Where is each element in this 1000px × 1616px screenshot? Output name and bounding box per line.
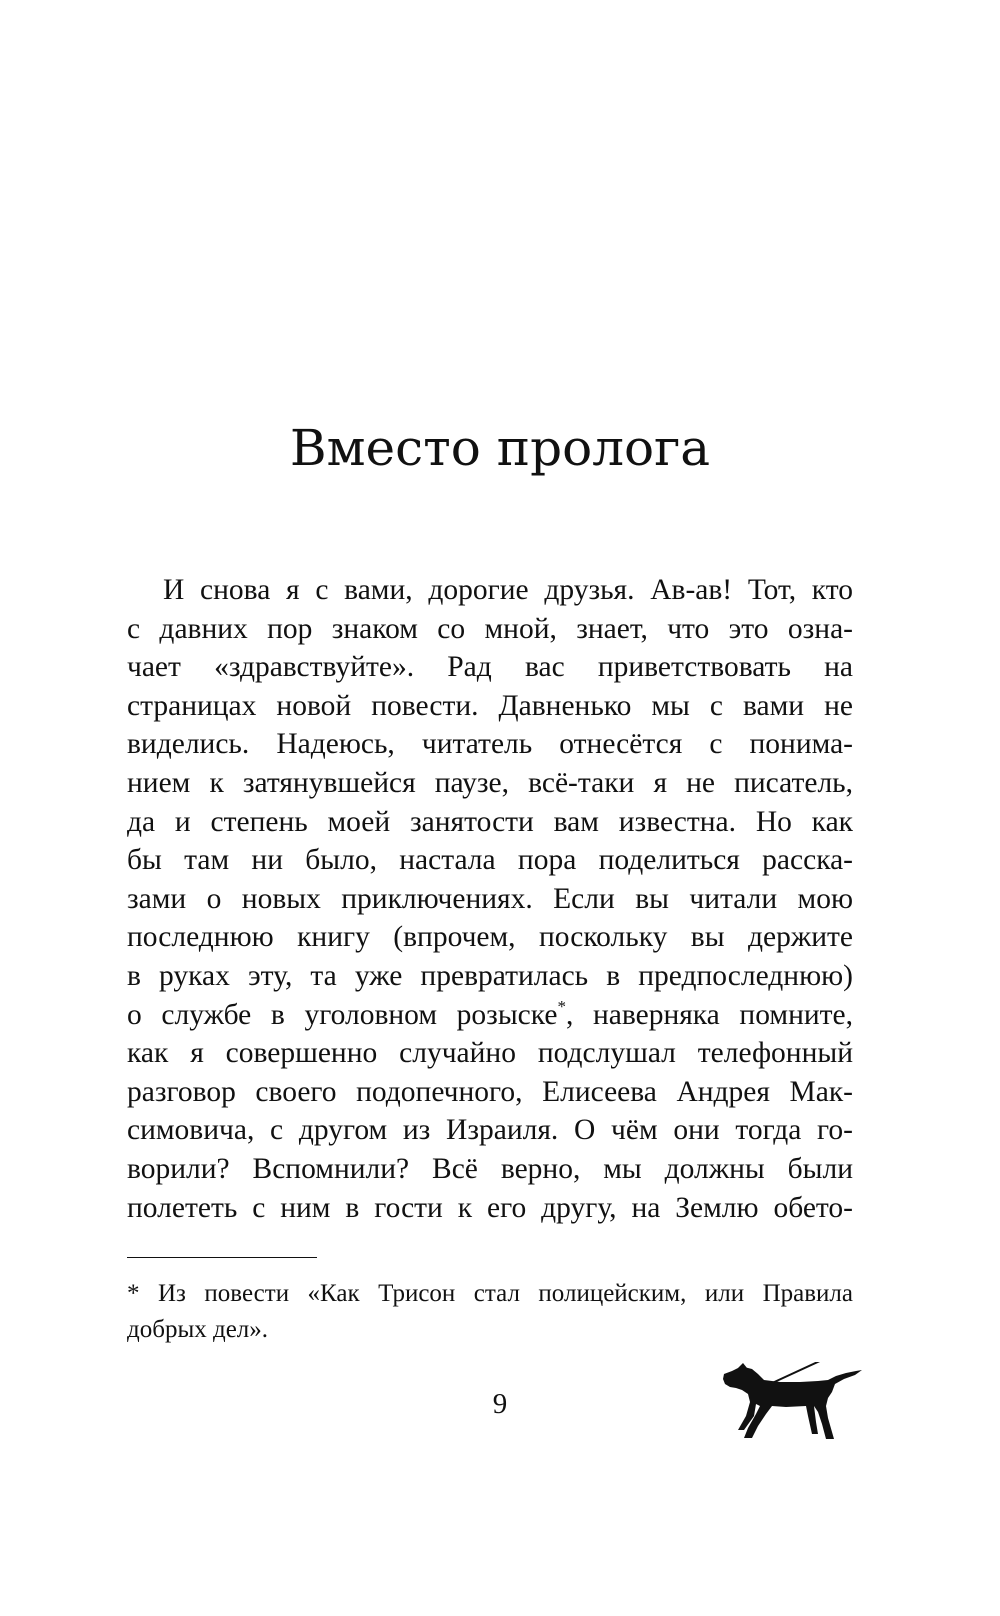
text-line: бы там ни было, настала пора поделиться расска- (127, 844, 853, 877)
dog-on-leash-icon (722, 1362, 867, 1444)
body-text (127, 571, 853, 1227)
text-line: чает «здравствуйте». Рад вас приветствовать на (127, 651, 853, 684)
footnote-marker[interactable]: * (557, 996, 566, 1016)
text-fragment: , наверняка помните, (565, 998, 853, 1031)
text-line: в руках эту, та уже превратилась в предпоследнюю) (127, 959, 853, 992)
text-line: виделись. Надеюсь, читатель отнесётся с понима- (127, 728, 853, 761)
text-line: да и степень моей занятости вам известна. Но как (127, 805, 853, 838)
chapter-title: Вместо пролога (289, 419, 711, 477)
footnote-divider (127, 1257, 317, 1258)
text-line: разговор своего подопечного, Елисеева Андрея Мак- (127, 1075, 853, 1108)
text-line: как я совершенно случайно подслушал телефонный (127, 1037, 853, 1070)
text-line: страницах новой повести. Давненько мы с вами не (127, 689, 853, 722)
text-line: последнюю книгу (впрочем, поскольку вы держите (127, 921, 853, 954)
text-line: с давних пор знаком со мной, знает, что это озна- (127, 612, 853, 645)
text-line-with-footnote (127, 996, 853, 1035)
footnote-line: * Из повести «Как Трисон стал полицейским, или Правила (127, 1280, 853, 1307)
page-number: 9 (492, 1388, 508, 1420)
footnote (127, 1276, 853, 1348)
text-line: нием к затянувшейся паузе, всё-таки я не писатель, (127, 766, 853, 799)
text-line: симовича, с другом из Израиля. О чём они тогда го- (127, 1114, 853, 1147)
text-fragment: о службе в уголовном розыске (127, 998, 558, 1031)
text-line: полететь с ним в гости к его другу, на Землю обето- (127, 1191, 853, 1224)
text-line: зами о новых приключениях. Если вы читали мою (127, 882, 853, 915)
text-line: И снова я с вами, дорогие друзья. Ав-ав! Тот, кто (163, 574, 853, 606)
text-line: ворили? Вспомнили? Всё верно, мы должны были (127, 1152, 853, 1185)
footnote-line: добрых дел». (127, 1316, 269, 1343)
